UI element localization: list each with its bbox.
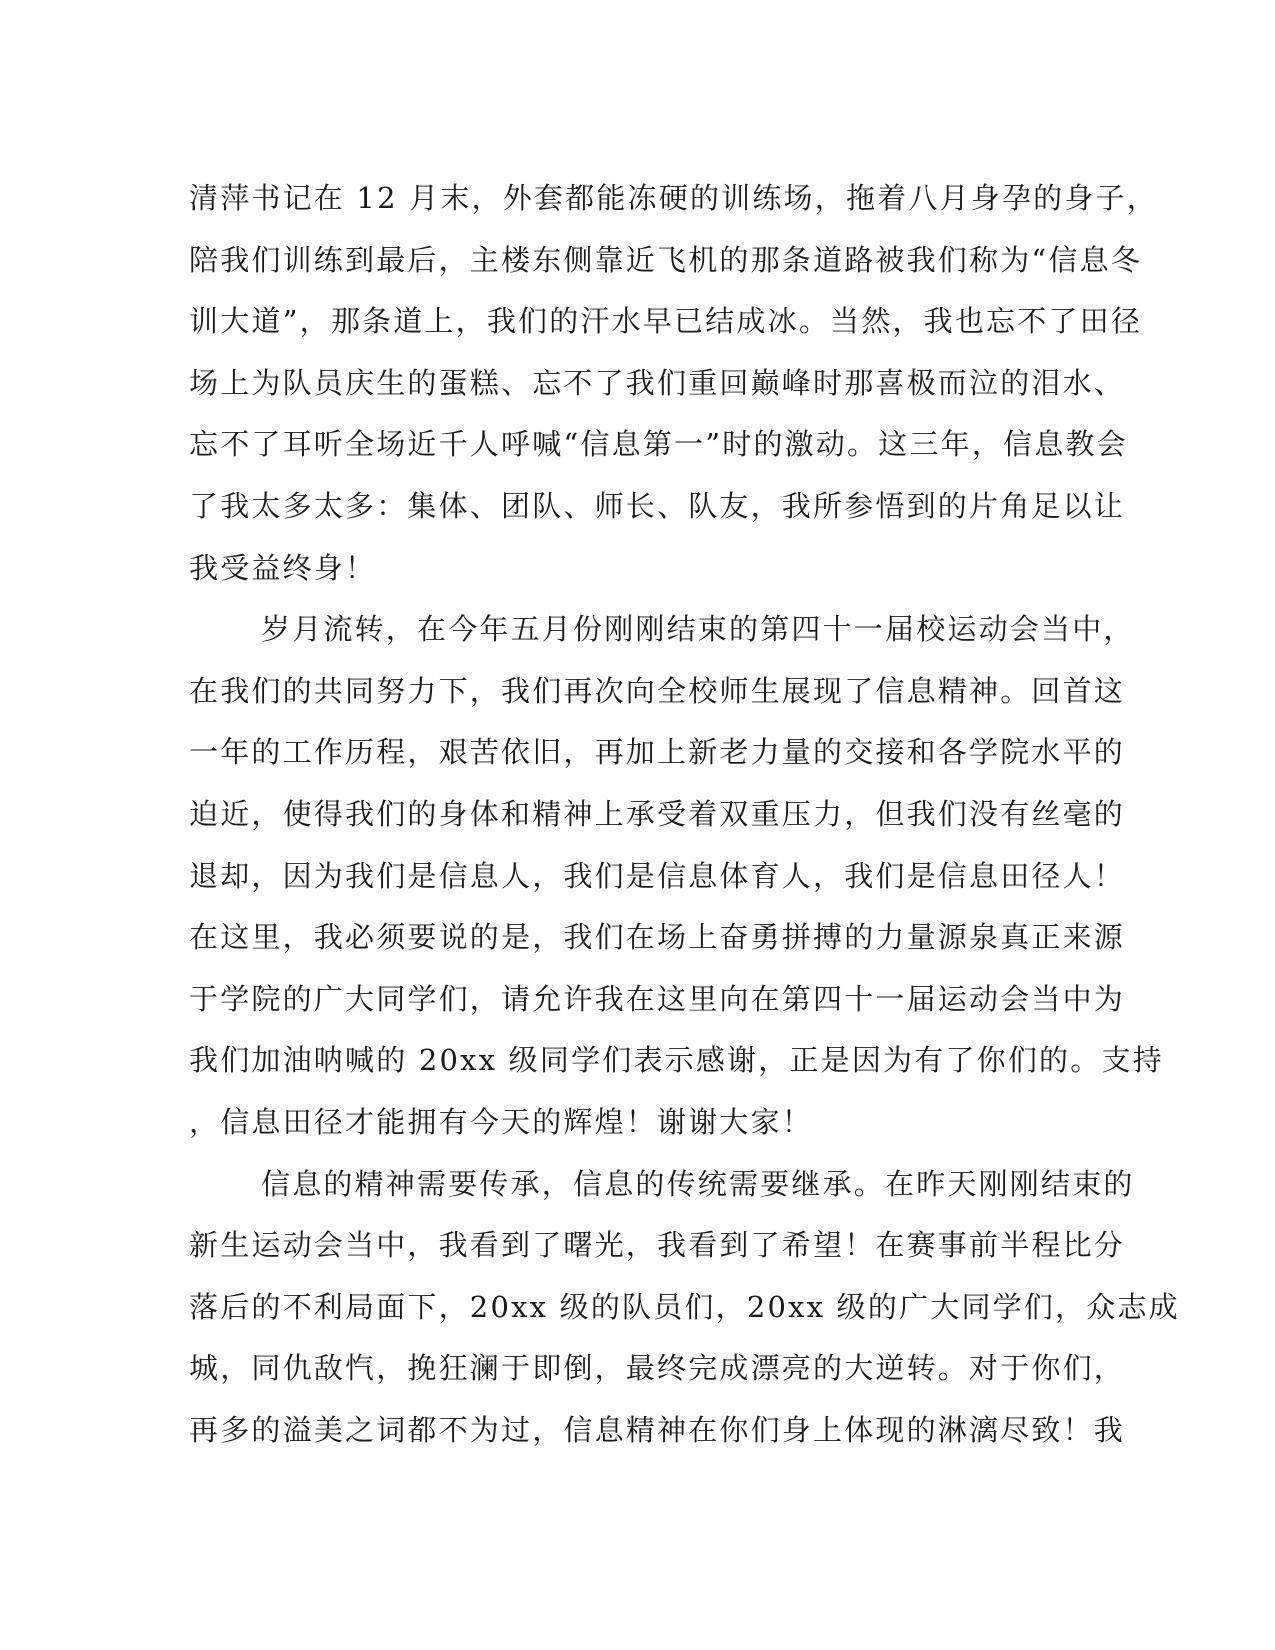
text-line: 我受益终身！ (189, 550, 377, 585)
text-line: 一年的工作历程，艰苦依旧，再加上新老力量的交接和各学院水平的 (189, 735, 1126, 770)
text-line: 在这里，我必须要说的是，我们在场上奋勇拼搏的力量源泉真正来源 (189, 920, 1126, 955)
text-line: 信息的精神需要传承，信息的传统需要继承。在昨天刚刚结束的 (261, 1166, 1135, 1201)
text-line: 退却，因为我们是信息人，我们是信息体育人，我们是信息田径人！ (189, 858, 1126, 893)
text-line: 再多的溢美之词都不为过，信息精神在你们身上体现的淋漓尽致！我 (189, 1412, 1126, 1447)
text-line: ，信息田径才能拥有今天的辉煌！谢谢大家！ (189, 1104, 814, 1139)
text-line: 在我们的共同努力下，我们再次向全校师生展现了信息精神。回首这 (189, 673, 1126, 708)
text-line: 清萍书记在 12 月末，外套都能冻硬的训练场，拖着八月身孕的身子， (189, 181, 1158, 215)
text-line: 忘不了耳听全场近千人呼喊“信息第一”时的激动。这三年，信息教会 (189, 427, 1128, 462)
body-text (189, 168, 1180, 1461)
text-line: 城，同仇敌忾，挽狂澜于即倒，最终完成漂亮的大逆转。对于你们， (189, 1351, 1126, 1386)
text-line: 陪我们训练到最后，主楼东侧靠近飞机的那条道路被我们称为“信息冬 (189, 242, 1143, 277)
text-line: 岁月流转，在今年五月份刚刚结束的第四十一届校运动会当中， (261, 612, 1135, 647)
paragraph-3 (189, 1154, 1180, 1462)
paragraph-1 (189, 168, 1158, 599)
text-line: 新生运动会当中，我看到了曙光，我看到了希望！在赛事前半程比分 (189, 1228, 1126, 1263)
text-line: 我们加油呐喊的 20xx 级同学们表示感谢，正是因为有了你们的。支持 (189, 1043, 1164, 1078)
text-line: 了我太多太多：集体、团队、师长、队友，我所参悟到的片角足以让 (189, 488, 1126, 523)
text-line: 训大道”，那条道上，我们的汗水早已结成冰。当然，我也忘不了田径 (189, 304, 1143, 339)
text-line: 迫近，使得我们的身体和精神上承受着双重压力，但我们没有丝毫的 (189, 796, 1126, 831)
paragraph-2 (189, 599, 1164, 1153)
text-line: 落后的不利局面下，20xx 级的队员们，20xx 级的广大同学们，众志成 (189, 1289, 1180, 1324)
text-line: 场上为队员庆生的蛋糕、忘不了我们重回巅峰时那喜极而泣的泪水、 (189, 365, 1126, 400)
text-line: 于学院的广大同学们，请允许我在这里向在第四十一届运动会当中为 (189, 981, 1126, 1016)
